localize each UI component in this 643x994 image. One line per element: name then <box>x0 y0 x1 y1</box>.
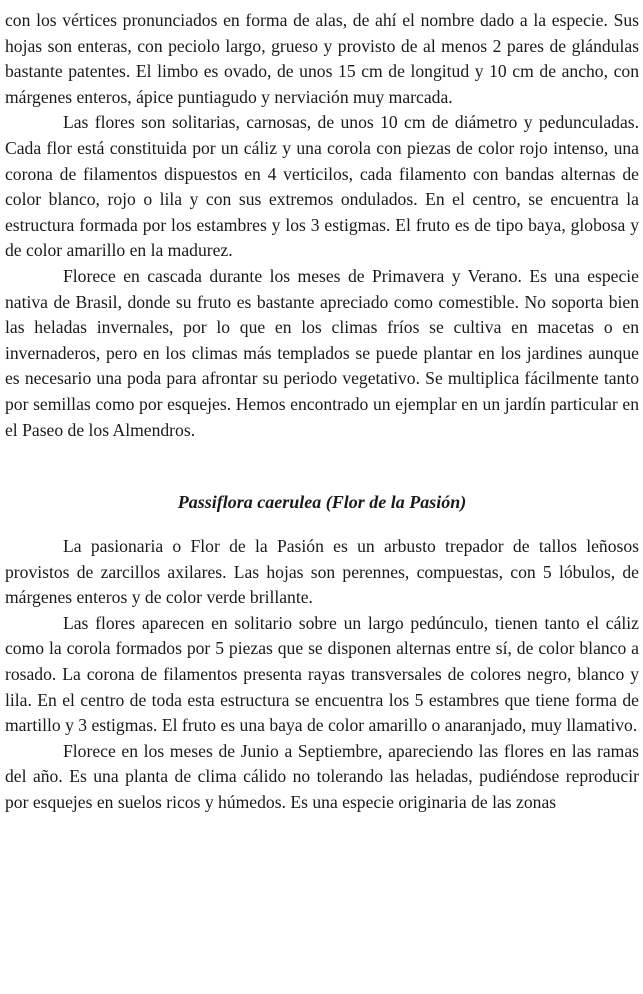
paragraph-flowering-habitat: Florece en cascada durante los meses de Primavera y Verano. Es una especie nativa de Brasil, donde su fruto es bastante apreciado como comestible. No soporta bien las heladas invernales, por lo que en los climas fríos se cultiva en macetas o en invernaderos, pero en los climas más templados se puede plantar en los jardines aunque es necesario una poda para afrontar su periodo vegetativo. Se multiplica fácilmente tanto por semillas como por esquejes. Hemos encontrado un ejemplar en un jardín particular en el Paseo de los Almendros. <box>5 265 639 440</box>
paragraph-flower-description: Las flores son solitarias, carnosas, de unos 10 cm de diámetro y pedunculadas. Cada flor está constituida por un cáliz y una corola con piezas de color rojo intenso, una corona de filamentos dispuestos en 4 verticilos, cada filamento con bandas alternas de color blanco, rojo o lila y con sus extremos ondulados. En el centro, se encuentra la estructura formada por los estambres y los 3 estigmas. El fruto es de tipo baya, globosa y de color amarillo en la madurez. <box>5 112 639 261</box>
section-title-passiflora-caerulea: Passiflora caerulea (Flor de la Pasión) <box>177 492 467 513</box>
paragraph-passiflora-intro: La pasionaria o Flor de la Pasión es un arbusto trepador de tallos leñosos provistos de zarcillos axilares. Las hojas son perennes, compuestas, con 5 lóbulos, de márgenes enteros y de color verde brillante. <box>5 536 639 608</box>
paragraph-passiflora-flowers: Las flores aparecen en solitario sobre un largo pedúnculo, tienen tanto el cáliz como la corola formados por 5 piezas que se disponen alternas entre sí, de color blanco a rosado. La corona de filamentos presenta rayas transversales de colores negro, blanco y lila. En el centro de toda esta estructura se encuentra los 5 estambres que tiene forma de martillo y 3 estigmas. El fruto es una baya de color amarillo o anaranjado, muy llamativo. <box>5 612 639 736</box>
paragraph-passiflora-flowering: Florece en los meses de Junio a Septiembre, apareciendo las flores en las ramas del año. Es una planta de clima cálido no tolerando las heladas, pudiéndose reproducir por esquejes en suelos ricos y húmedos. Es una especie originaria de las zonas <box>5 740 639 813</box>
paragraph-leaf-description: con los vértices pronunciados en forma de alas, de ahí el nombre dado a la especie. Sus hojas son enteras, con peciolo largo, grueso y provisto de al menos 2 pares de glándulas bastante patentes. El limbo es ovado, de unos 15 cm de longitud y 10 cm de ancho, con márgenes enteros, ápice puntiagudo y nerviación muy marcada. <box>5 10 639 107</box>
